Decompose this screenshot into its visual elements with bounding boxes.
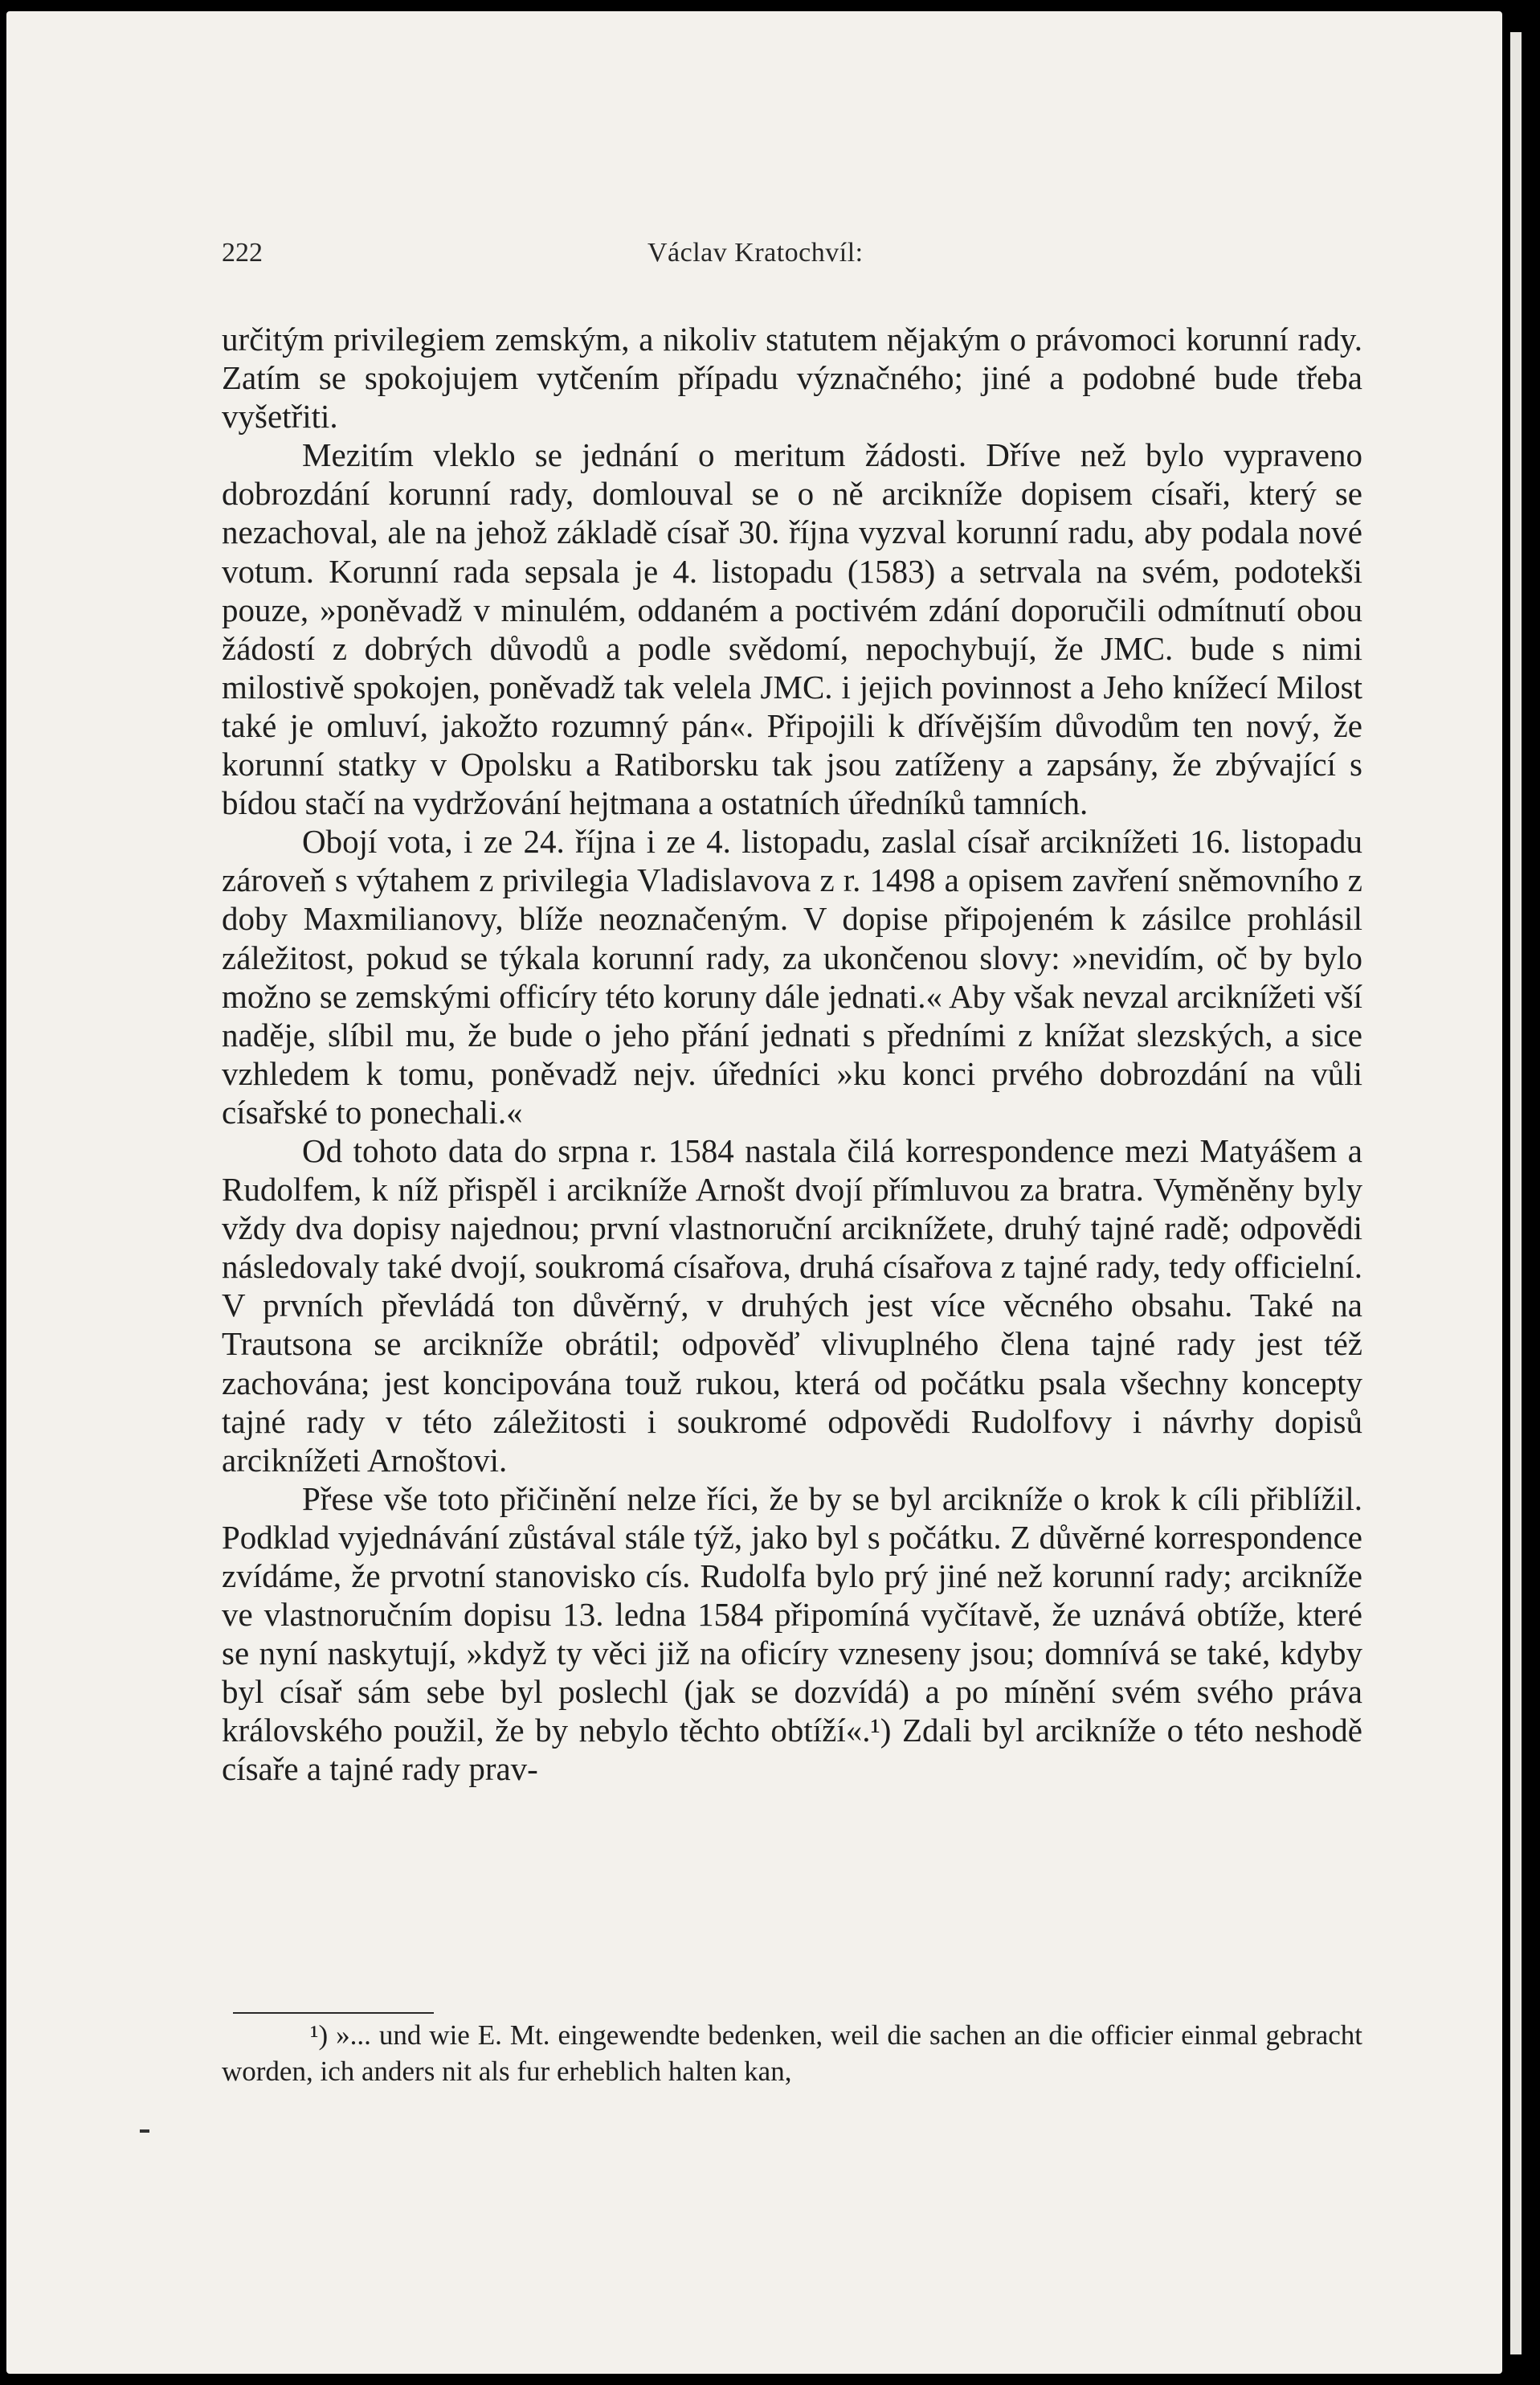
paragraph-3: Obojí vota, i ze 24. října i ze 4. listopadu, zaslal císař arciknížeti 16. listopadu zároveň s výtahem z privilegia Vladislavova z r. 1498 a opisem zavření sněmovního z doby Maxmilianovy, blíže neoznačeným. V dopise připojeném k zásilce prohlásil záležitost, pokud se týkala korunní rady, za ukončenou slovy: »nevidím, oč by bylo možno se zemskými officíry této koruny dále jednati.« Aby však nevzal arciknížeti vší naděje, slíbil mu, že bude o jeho přání jednati s předními z knížat slezských, a sice vzhledem k tomu, poněvadž nejv. úředníci »ku konci prvého dobrozdání na vůli císařské to ponechali.« bbox=[222, 823, 1362, 1131]
footnote: ¹) »... und wie E. Mt. eingewendte bedenken, weil die sachen an die officier einmal gebracht worden, ich anders nit als fur erheblich halten kan, bbox=[222, 2019, 1362, 2087]
margin-mark bbox=[140, 2129, 149, 2133]
footnote-rule bbox=[233, 2012, 434, 2014]
page-number: 222 bbox=[222, 238, 263, 268]
running-head: Václav Kratochvíl: bbox=[647, 238, 864, 268]
page-edge bbox=[1510, 32, 1522, 2354]
paragraph-2: Mezitím vleklo se jednání o meritum žádosti. Dříve než bylo vypraveno dobrozdání korunní rady, domlouval se o ně arcikníže dopisem císaři, který se nezachoval, ale na jehož základě císař 30. října vyzval korunní radu, aby podala nové votum. Korunní rada sepsala je 4. listopadu (1583) a setrvala na svém, podotekši pouze, »poněvadž v minulém, oddaném a poctivém zdání doporučili odmítnutí obou žádostí z dobrých důvodů a podle svědomí, nepochybují, že JMC. bude s nimi milostivě spokojen, poněvadž tak velela JMC. i jejich povinnost a Jeho knížecí Milost také je omluví, jakožto rozumný pán«. Připojili k dřívějším důvodům ten nový, že korunní statky v Opolsku a Ratiborsku tak jsou zatíženy a zapsány, že zbývající s bídou stačí na vydržování hejtmana a ostatních úředníků tamních. bbox=[222, 436, 1362, 822]
paragraph-5: Přese vše toto přičinění nelze říci, že by se byl arcikníže o krok k cíli přiblížil. Podklad vyjednávání zůstával stále týž, jako byl s počátku. Z důvěrné korrespondence zvídáme, že prvotní stanovisko cís. Rudolfa bylo prý jiné než korunní rady; arcikníže ve vlastnoručním dopisu 13. ledna 1584 připomíná vyčítavě, že uznává obtíže, které se nyní naskytují, »když ty věci již na oficíry vzneseny jsou; domnívá se také, kdyby byl císař sám sebe byl poslechl (jak se dozvídá) a po mínění svém svého práva královského použil, že by nebylo těchto obtíží«.¹) Zdali byl arcikníže o této neshodě císaře a tajné rady prav- bbox=[222, 1479, 1362, 1788]
paragraph-1: určitým privilegiem zemským, a nikoliv statutem nějakým o právomoci korunní rady. Zatím se spokojujem vytčením případu význačného; jiné a podobné bude třeba vyšetřiti. bbox=[222, 321, 1362, 436]
page-header bbox=[222, 238, 1362, 278]
paragraph-4: Od tohoto data do srpna r. 1584 nastala čilá korrespondence mezi Matyášem a Rudolfem, k níž přispěl i arcikníže Arnošt dvojí přímluvou za bratra. Vyměněny byly vždy dva dopisy najednou; první vlastnoruční arciknížete, druhý tajné radě; odpovědi následovaly také dvojí, soukromá císařova, druhá císařova z tajné rady, tedy officielní. V prvních převládá ton důvěrný, v druhých jest více věcného obsahu. Také na Trautsona se arcikníže obrátil; odpověď vlivuplného člena tajné rady jest též zachována; jest koncipována touž rukou, která od počátku psala všechny koncepty tajné rady v této záležitosti i soukromé odpovědi Rudolfovy i návrhy dopisů arciknížeti Arnoštovi. bbox=[222, 1131, 1362, 1479]
main-text bbox=[222, 320, 1362, 1789]
